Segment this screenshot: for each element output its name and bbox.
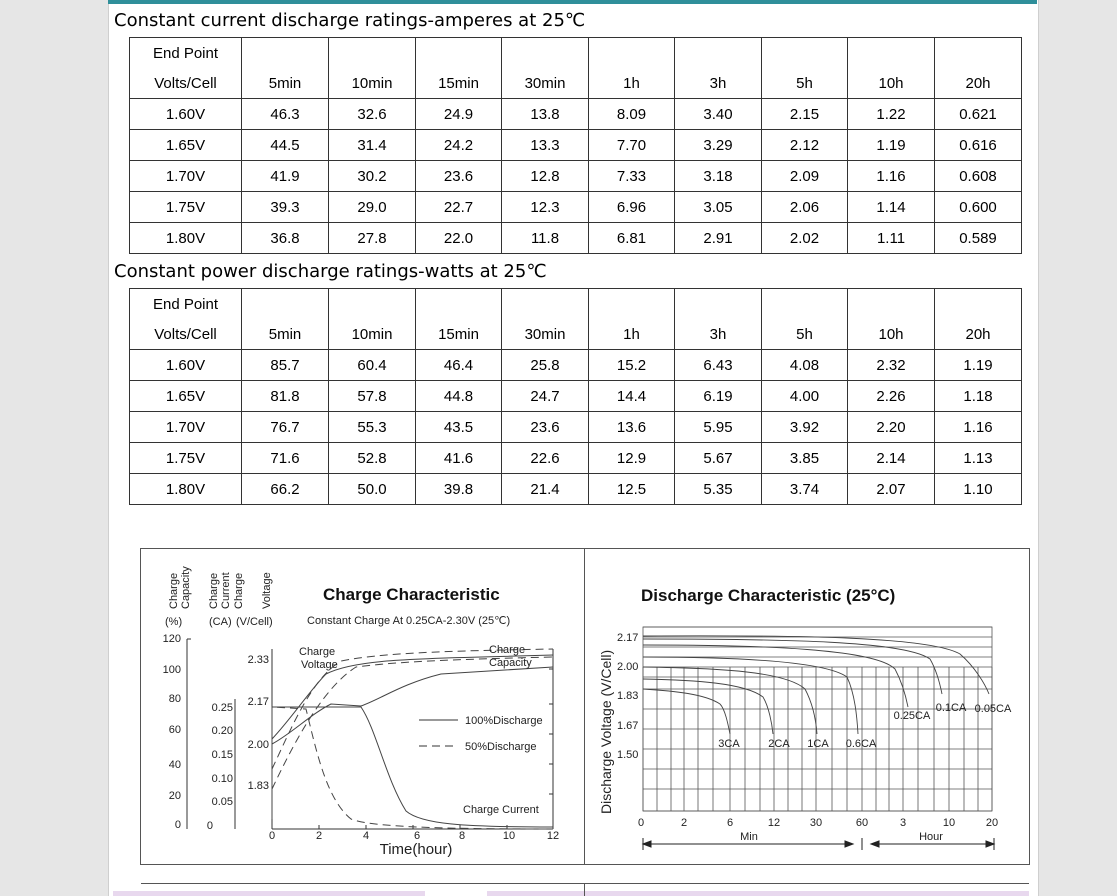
table-cell: 55.3 bbox=[329, 412, 416, 443]
header-blank-cell bbox=[935, 38, 1022, 69]
table-cell: 2.06 bbox=[762, 192, 848, 223]
table-cell: 0.616 bbox=[935, 130, 1022, 161]
discharge-x-tick-60: 60 bbox=[855, 817, 869, 829]
table-cell: 2.91 bbox=[675, 223, 762, 254]
table-cell: 66.2 bbox=[242, 474, 329, 505]
table-cell: 3.74 bbox=[762, 474, 848, 505]
table-cell: 1.16 bbox=[935, 412, 1022, 443]
voltage-unit: (V/Cell) bbox=[236, 616, 273, 628]
charge-capacity-label-2: Capacity bbox=[489, 657, 532, 669]
table-cell: 11.8 bbox=[502, 223, 589, 254]
header-blank-cell bbox=[848, 289, 935, 320]
table-cell: 1.14 bbox=[848, 192, 935, 223]
table-cell: 5.95 bbox=[675, 412, 762, 443]
capacity-tick-40: 40 bbox=[168, 759, 181, 771]
table-cell: 12.8 bbox=[502, 161, 589, 192]
current-axis-head-1: Charge bbox=[208, 572, 220, 609]
table-cell: 1.19 bbox=[935, 350, 1022, 381]
table-cell: 14.4 bbox=[589, 381, 675, 412]
header-blank-cell bbox=[675, 38, 762, 69]
discharge-y-tick-200: 2.00 bbox=[617, 661, 639, 673]
header-blank-cell bbox=[502, 38, 589, 69]
capacity-tick-0: 0 bbox=[174, 819, 181, 831]
voltage-tick-200: 2.00 bbox=[247, 739, 269, 751]
table-cell: 32.6 bbox=[329, 99, 416, 130]
discharge-min-label: Min bbox=[740, 831, 758, 843]
table-cell: 41.6 bbox=[416, 443, 502, 474]
table-cell: 22.0 bbox=[416, 223, 502, 254]
table-cell: 76.7 bbox=[242, 412, 329, 443]
table-cell: 1.13 bbox=[935, 443, 1022, 474]
capacity-tick-20: 20 bbox=[168, 790, 181, 802]
table-cell: 7.33 bbox=[589, 161, 675, 192]
table-cell: 44.5 bbox=[242, 130, 329, 161]
header-blank-cell bbox=[762, 38, 848, 69]
row-label: 1.60V bbox=[130, 99, 242, 130]
row-label: 1.70V bbox=[130, 161, 242, 192]
column-header: 5min bbox=[242, 68, 329, 99]
column-header: 1h bbox=[589, 319, 675, 350]
table-cell: 2.02 bbox=[762, 223, 848, 254]
charge-x-tick-0: 0 bbox=[268, 830, 276, 842]
header-blank-cell bbox=[329, 38, 416, 69]
table-cell: 1.19 bbox=[848, 130, 935, 161]
table-cell: 24.7 bbox=[502, 381, 589, 412]
row-label: 1.65V bbox=[130, 381, 242, 412]
table-cell: 44.8 bbox=[416, 381, 502, 412]
discharge-x-tick-6: 6 bbox=[726, 817, 734, 829]
table-row bbox=[130, 474, 1022, 505]
curve-label-005ca: 0.05CA bbox=[974, 703, 1012, 715]
voltage-tick-233: 2.33 bbox=[247, 654, 269, 666]
table-row bbox=[130, 412, 1022, 443]
power-ratings-table bbox=[129, 288, 1022, 505]
current-ratings-title: Constant current discharge ratings-amperes at 25℃ bbox=[114, 10, 586, 31]
table-cell: 3.85 bbox=[762, 443, 848, 474]
current-tick-0: 0 bbox=[206, 820, 213, 832]
table-cell: 6.19 bbox=[675, 381, 762, 412]
table-cell: 21.4 bbox=[502, 474, 589, 505]
capacity-axis-head-2: Capacity bbox=[180, 566, 192, 609]
voltage-tick-217: 2.17 bbox=[247, 696, 269, 708]
discharge-chart-title: Discharge Characteristic (25°C) bbox=[641, 586, 896, 605]
header-blank-cell bbox=[502, 289, 589, 320]
capacity-tick-100: 100 bbox=[162, 664, 181, 676]
charge-x-label: Time(hour) bbox=[379, 841, 453, 858]
column-header: 5min bbox=[242, 319, 329, 350]
charge-x-tick-12: 12 bbox=[546, 830, 560, 842]
row-label: 1.75V bbox=[130, 192, 242, 223]
table-cell: 3.18 bbox=[675, 161, 762, 192]
charge-chart-svg bbox=[141, 549, 584, 864]
table-cell: 27.8 bbox=[329, 223, 416, 254]
charge-x-tick-4: 4 bbox=[362, 830, 370, 842]
table-cell: 22.7 bbox=[416, 192, 502, 223]
column-header: 30min bbox=[502, 319, 589, 350]
table-cell: 5.35 bbox=[675, 474, 762, 505]
table-cell: 31.4 bbox=[329, 130, 416, 161]
capacity-tick-60: 60 bbox=[168, 724, 181, 736]
discharge-x-tick-12: 12 bbox=[767, 817, 781, 829]
discharge-y-tick-150: 1.50 bbox=[617, 749, 639, 761]
table-cell: 3.40 bbox=[675, 99, 762, 130]
table-cell: 81.8 bbox=[242, 381, 329, 412]
table-cell: 13.8 bbox=[502, 99, 589, 130]
column-header: 20h bbox=[935, 68, 1022, 99]
charge-x-tick-10: 10 bbox=[502, 830, 516, 842]
curve-2ca bbox=[643, 679, 773, 734]
next-page-edge bbox=[113, 883, 1029, 896]
row-label: 1.65V bbox=[130, 130, 242, 161]
current-ratings-table bbox=[129, 37, 1022, 254]
table-row bbox=[130, 443, 1022, 474]
table-cell: 1.16 bbox=[848, 161, 935, 192]
table-cell: 60.4 bbox=[329, 350, 416, 381]
table-row bbox=[130, 99, 1022, 130]
charge-voltage-label-2: Voltage bbox=[301, 659, 338, 671]
table-row bbox=[130, 350, 1022, 381]
charge-x-tick-2: 2 bbox=[315, 830, 323, 842]
table-cell: 13.6 bbox=[589, 412, 675, 443]
discharge-x-tick-3h: 3 bbox=[899, 817, 907, 829]
table-cell: 6.43 bbox=[675, 350, 762, 381]
column-header: 15min bbox=[416, 319, 502, 350]
column-header: 10min bbox=[329, 68, 416, 99]
table-cell: 41.9 bbox=[242, 161, 329, 192]
volts-cell-header: Volts/Cell bbox=[130, 319, 242, 350]
table-cell: 24.2 bbox=[416, 130, 502, 161]
legend-full-label: 100%Discharge bbox=[465, 715, 543, 727]
voltage-axis-head-1: Charge bbox=[233, 572, 245, 609]
table-row bbox=[130, 192, 1022, 223]
table-cell: 0.600 bbox=[935, 192, 1022, 223]
row-label: 1.75V bbox=[130, 443, 242, 474]
curve-3ca bbox=[643, 689, 730, 734]
table-cell: 1.10 bbox=[935, 474, 1022, 505]
table-cell: 43.5 bbox=[416, 412, 502, 443]
table-cell: 8.09 bbox=[589, 99, 675, 130]
table-cell: 6.81 bbox=[589, 223, 675, 254]
table-cell: 0.621 bbox=[935, 99, 1022, 130]
column-header: 3h bbox=[675, 68, 762, 99]
table-cell: 2.12 bbox=[762, 130, 848, 161]
curve-06ca bbox=[643, 657, 858, 734]
curve-label-1ca: 1CA bbox=[807, 738, 829, 750]
discharge-chart-svg bbox=[585, 549, 1029, 864]
power-ratings-title: Constant power discharge ratings-watts at 25℃ bbox=[114, 261, 547, 282]
table-cell: 6.96 bbox=[589, 192, 675, 223]
column-header: 30min bbox=[502, 68, 589, 99]
table-cell: 13.3 bbox=[502, 130, 589, 161]
table-cell: 12.9 bbox=[589, 443, 675, 474]
header-blank-cell bbox=[329, 289, 416, 320]
curve-label-06ca: 0.6CA bbox=[845, 738, 877, 750]
charge-x-tick-8: 8 bbox=[458, 830, 466, 842]
header-blank-cell bbox=[762, 289, 848, 320]
table-cell: 2.09 bbox=[762, 161, 848, 192]
table-cell: 85.7 bbox=[242, 350, 329, 381]
capacity-curve-full bbox=[272, 667, 553, 744]
charge-chart-title: Charge Characteristic bbox=[323, 585, 500, 604]
table-cell: 2.14 bbox=[848, 443, 935, 474]
row-label: 1.80V bbox=[130, 474, 242, 505]
current-tick-020: 0.20 bbox=[211, 725, 233, 737]
table-cell: 50.0 bbox=[329, 474, 416, 505]
capacity-tick-120: 120 bbox=[162, 633, 181, 645]
table-cell: 46.4 bbox=[416, 350, 502, 381]
discharge-y-tick-217: 2.17 bbox=[617, 632, 639, 644]
current-axis-head-2: Current bbox=[220, 572, 232, 609]
voltage-tick-183: 1.83 bbox=[247, 780, 269, 792]
table-cell: 0.608 bbox=[935, 161, 1022, 192]
charge-capacity-label-1: Charge bbox=[489, 644, 526, 656]
table-row bbox=[130, 130, 1022, 161]
row-label: 1.60V bbox=[130, 350, 242, 381]
table-cell: 1.11 bbox=[848, 223, 935, 254]
header-blank-cell bbox=[675, 289, 762, 320]
column-header: 10min bbox=[329, 319, 416, 350]
volts-cell-header: Volts/Cell bbox=[130, 68, 242, 99]
row-label: 1.70V bbox=[130, 412, 242, 443]
table-cell: 4.00 bbox=[762, 381, 848, 412]
current-tick-025: 0.25 bbox=[211, 702, 233, 714]
table-cell: 1.18 bbox=[935, 381, 1022, 412]
table-cell: 30.2 bbox=[329, 161, 416, 192]
header-blank-cell bbox=[848, 38, 935, 69]
header-blank-cell bbox=[242, 38, 329, 69]
table-cell: 39.8 bbox=[416, 474, 502, 505]
current-tick-010: 0.10 bbox=[211, 773, 233, 785]
table-row bbox=[130, 381, 1022, 412]
table-cell: 23.6 bbox=[502, 412, 589, 443]
current-tick-005: 0.05 bbox=[211, 796, 233, 808]
charge-x-tick-6: 6 bbox=[413, 830, 421, 842]
capacity-unit: (%) bbox=[165, 616, 183, 628]
header-blank-cell bbox=[416, 38, 502, 69]
table-cell: 71.6 bbox=[242, 443, 329, 474]
capacity-axis-head-1: Charge bbox=[168, 572, 180, 609]
curve-label-01ca: 0.1CA bbox=[935, 702, 967, 714]
table-cell: 39.3 bbox=[242, 192, 329, 223]
discharge-x-tick-20h: 20 bbox=[985, 817, 999, 829]
table-cell: 22.6 bbox=[502, 443, 589, 474]
table-cell: 29.0 bbox=[329, 192, 416, 223]
discharge-y-label: Discharge Voltage (V/Cell) bbox=[598, 649, 614, 814]
header-blank-cell bbox=[242, 289, 329, 320]
table-cell: 2.26 bbox=[848, 381, 935, 412]
table-cell: 57.8 bbox=[329, 381, 416, 412]
legend-half-label: 50%Discharge bbox=[465, 741, 537, 753]
table-cell: 0.589 bbox=[935, 223, 1022, 254]
voltage-axis-head-2: Voltage bbox=[261, 572, 273, 609]
column-header: 5h bbox=[762, 68, 848, 99]
charge-voltage-label-1: Charge bbox=[299, 646, 336, 658]
curve-025ca bbox=[643, 645, 908, 707]
table-cell: 5.67 bbox=[675, 443, 762, 474]
table-cell: 3.29 bbox=[675, 130, 762, 161]
column-header: 20h bbox=[935, 319, 1022, 350]
discharge-y-tick-183: 1.83 bbox=[617, 690, 639, 702]
table-cell: 7.70 bbox=[589, 130, 675, 161]
column-header: 15min bbox=[416, 68, 502, 99]
table-cell: 12.5 bbox=[589, 474, 675, 505]
header-blank-cell bbox=[589, 38, 675, 69]
table-cell: 2.20 bbox=[848, 412, 935, 443]
table-row bbox=[130, 161, 1022, 192]
discharge-y-tick-167: 1.67 bbox=[617, 720, 639, 732]
curve-label-3ca: 3CA bbox=[718, 738, 740, 750]
discharge-x-tick-10h: 10 bbox=[942, 817, 956, 829]
table-cell: 4.08 bbox=[762, 350, 848, 381]
current-unit: (CA) bbox=[209, 616, 232, 628]
current-tick-015: 0.15 bbox=[211, 749, 233, 761]
table-cell: 2.15 bbox=[762, 99, 848, 130]
column-header: 3h bbox=[675, 319, 762, 350]
column-header: 10h bbox=[848, 68, 935, 99]
column-header: 10h bbox=[848, 319, 935, 350]
table-cell: 24.9 bbox=[416, 99, 502, 130]
table-cell: 36.8 bbox=[242, 223, 329, 254]
header-row-top bbox=[130, 38, 1022, 69]
table-cell: 3.05 bbox=[675, 192, 762, 223]
table-cell: 52.8 bbox=[329, 443, 416, 474]
table-cell: 1.22 bbox=[848, 99, 935, 130]
column-header: 1h bbox=[589, 68, 675, 99]
page-top-border bbox=[108, 0, 1037, 4]
discharge-characteristic-chart bbox=[584, 548, 1030, 865]
column-header: 5h bbox=[762, 319, 848, 350]
discharge-grid bbox=[643, 627, 992, 811]
table-cell: 15.2 bbox=[589, 350, 675, 381]
end-point-header: End Point bbox=[130, 289, 242, 320]
table-cell: 25.8 bbox=[502, 350, 589, 381]
curve-label-2ca: 2CA bbox=[768, 738, 790, 750]
discharge-x-tick-30: 30 bbox=[809, 817, 823, 829]
header-row bbox=[130, 319, 1022, 350]
table-cell: 2.32 bbox=[848, 350, 935, 381]
table-row bbox=[130, 223, 1022, 254]
header-blank-cell bbox=[589, 289, 675, 320]
table-cell: 12.3 bbox=[502, 192, 589, 223]
end-point-header: End Point bbox=[130, 38, 242, 69]
header-blank-cell bbox=[416, 289, 502, 320]
header-row-top bbox=[130, 289, 1022, 320]
discharge-hour-label: Hour bbox=[919, 831, 943, 843]
discharge-x-tick-2: 2 bbox=[680, 817, 688, 829]
curve-label-025ca: 0.25CA bbox=[893, 710, 931, 722]
row-label: 1.80V bbox=[130, 223, 242, 254]
header-blank-cell bbox=[935, 289, 1022, 320]
header-row bbox=[130, 68, 1022, 99]
table-cell: 2.07 bbox=[848, 474, 935, 505]
charge-current-label: Charge Current bbox=[463, 804, 539, 816]
table-cell: 3.92 bbox=[762, 412, 848, 443]
discharge-x-tick-0: 0 bbox=[637, 817, 645, 829]
capacity-tick-80: 80 bbox=[168, 693, 181, 705]
table-cell: 46.3 bbox=[242, 99, 329, 130]
charge-characteristic-chart bbox=[140, 548, 585, 865]
table-cell: 23.6 bbox=[416, 161, 502, 192]
charge-chart-subtitle: Constant Charge At 0.25CA-2.30V (25℃) bbox=[307, 615, 511, 627]
